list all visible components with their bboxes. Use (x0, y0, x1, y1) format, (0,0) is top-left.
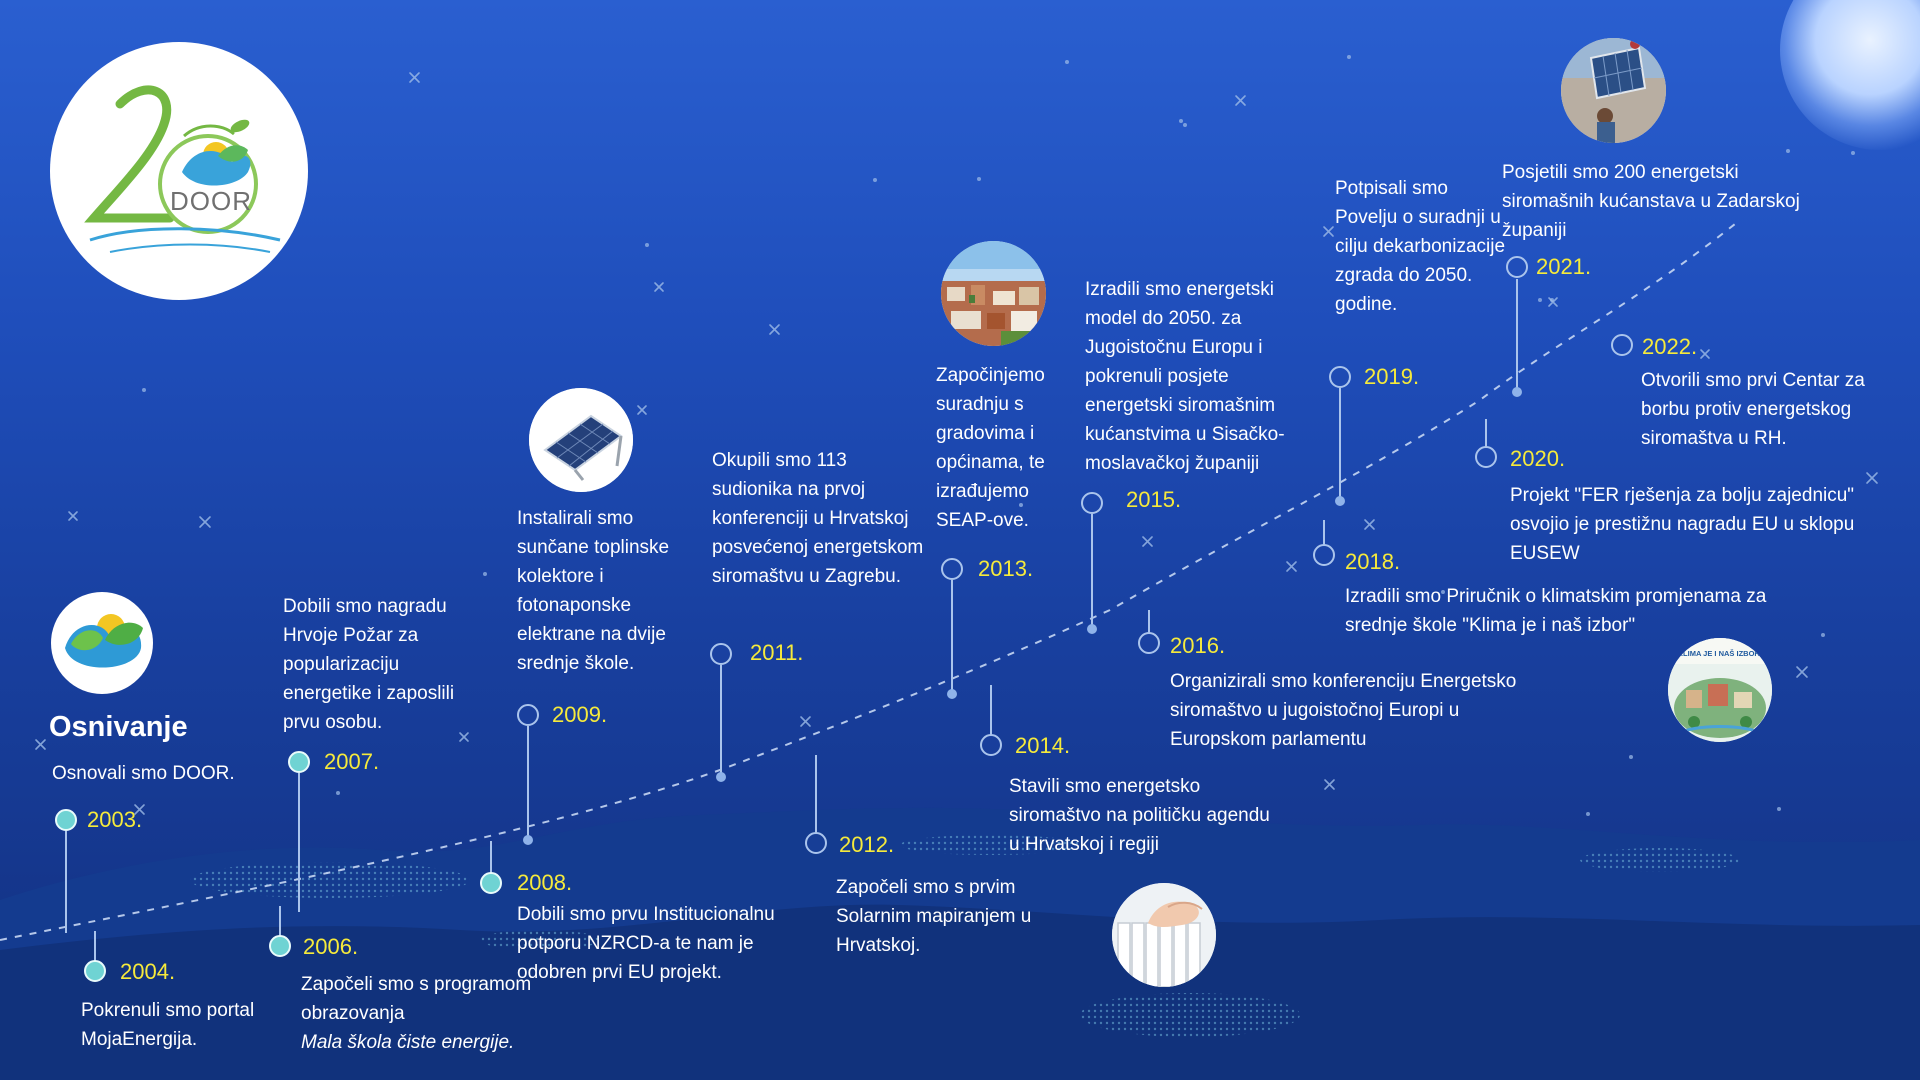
year-2003: 2003. (87, 807, 143, 832)
handbook-title: KLIMA JE I NAŠ IZBOR! (1677, 649, 1763, 658)
desc-2011: Okupili smo 113 sudionika na prvoj konferenciji u Hrvatskoj posvećenoj energetskom siromaštvu u Zagrebu. (712, 450, 924, 587)
node-2006 (269, 935, 291, 957)
logo-20-icon (50, 42, 308, 300)
node-2018 (1313, 544, 1335, 566)
year-2009: 2009. (552, 702, 608, 727)
year-2004: 2004. (120, 959, 176, 984)
desc-2006 (301, 970, 536, 1057)
node-2011 (710, 643, 732, 665)
desc-2022: Otvorili smo prvi Centar za borbu protiv energetskog siromaštva u RH. (1641, 370, 1865, 449)
rooftop-solar-photo (1561, 38, 1666, 143)
node-2019 (1329, 366, 1351, 388)
desc-2013: Započinjemo suradnju s gradovima i općinama, te izrađujemo SEAP-ove. (936, 365, 1045, 531)
node-2009 (517, 704, 539, 726)
year-2020: 2020. (1510, 446, 1566, 471)
leaf-sun-icon (51, 592, 153, 694)
node-2020 (1475, 446, 1497, 468)
solar-panel-photo (529, 388, 633, 492)
year-2018: 2018. (1345, 549, 1401, 574)
node-2004 (84, 960, 106, 982)
logo-text: DOOR (170, 186, 252, 216)
year-2014: 2014. (1015, 733, 1071, 758)
desc-2016: Organizirali smo konferenciju Energetsko siromaštvo u jugoistočnoj Europi u Europskom parlamentu (1170, 671, 1517, 750)
handbook-cover-photo (1668, 638, 1772, 742)
year-2015: 2015. (1126, 487, 1182, 512)
node-2016 (1138, 632, 1160, 654)
desc-2009: Instalirali smo sunčane toplinske kolektore i fotonaponske elektrane na dvije srednje škole. (517, 508, 670, 674)
year-2006: 2006. (303, 934, 359, 959)
logo-20-door (50, 42, 308, 300)
year-2022: 2022. (1642, 334, 1698, 359)
node-2012 (805, 832, 827, 854)
radiator-photo (1112, 883, 1216, 987)
desc-2008: Dobili smo prvu Institucionalnu potporu NZRCD-a te nam je odobren prvi EU projekt. (517, 904, 775, 983)
year-2016: 2016. (1170, 633, 1226, 658)
year-2012: 2012. (839, 832, 895, 857)
year-2011: 2011. (750, 640, 804, 665)
desc-2006-italic: Mala škola čiste energije. (301, 1032, 515, 1053)
founding-title: Osnivanje (49, 711, 188, 743)
year-2019: 2019. (1364, 364, 1420, 389)
year-2013: 2013. (978, 556, 1034, 581)
desc-2003: Osnovali smo DOOR. (52, 763, 235, 784)
year-2007: 2007. (324, 749, 380, 774)
node-2013 (941, 558, 963, 580)
year-2008: 2008. (517, 870, 573, 895)
desc-2018: Izradili smo Priručnik o klimatskim promjenama za srednje škole "Klima je i naš izbor" (1345, 586, 1767, 636)
node-2014 (980, 734, 1002, 756)
node-2015 (1081, 492, 1103, 514)
city-photo (941, 241, 1046, 346)
desc-2012: Započeli smo s prvim Solarnim mapiranjem u Hrvatskoj. (836, 877, 1032, 956)
desc-2004: Pokrenuli smo portal MojaEnergija. (81, 1000, 255, 1050)
desc-2019: Potpisali smo Povelju o suradnji u cilju dekarbonizacije zgrada do 2050. godine. (1335, 178, 1506, 315)
node-2003 (55, 809, 77, 831)
desc-2007: Dobili smo nagradu Hrvoje Požar za popularizaciju energetike i zaposlili prvu osobu. (283, 596, 455, 733)
desc-2006-text: Započeli smo s programom obrazovanja (301, 974, 532, 1024)
desc-2014: Stavili smo energetsko siromaštvo na političku agendu u Hrvatskoj i regiji (1009, 776, 1270, 855)
desc-2021: Posjetili smo 200 energetski siromašnih kućanstava u Zadarskoj županiji (1502, 162, 1800, 241)
node-2008 (480, 872, 502, 894)
node-2022 (1611, 334, 1633, 356)
year-2021: 2021. (1536, 254, 1592, 279)
desc-2015: Izradili smo energetski model do 2050. za Jugoistočnu Europu i pokrenuli posjete energetski siromašnim kućanstvima u Sisačko-moslavačkoj županiji (1085, 279, 1285, 474)
desc-2020: Projekt "FER rješenja za bolju zajednicu" osvojio je prestižnu nagradu EU u sklopu EUSEW (1510, 485, 1855, 564)
